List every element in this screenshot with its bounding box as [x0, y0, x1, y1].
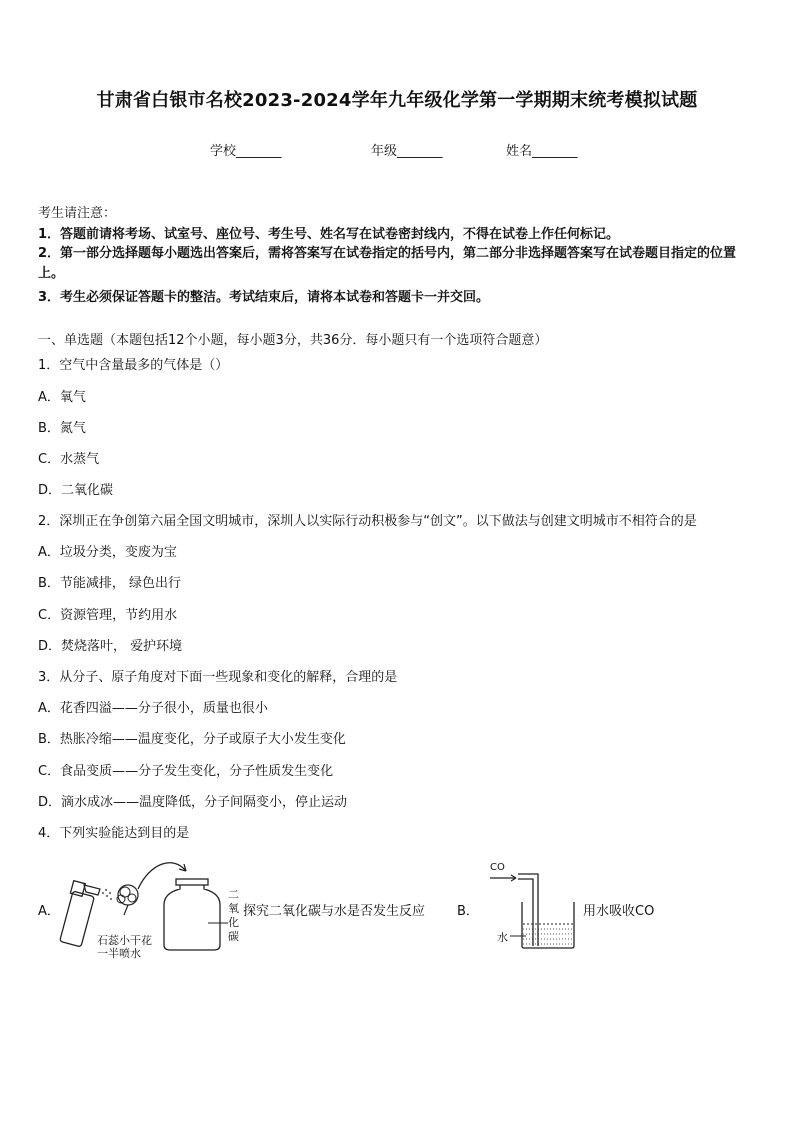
- section-heading: 一、单选题（本题包括12个小题，每小题3分，共36分．每小题只有一个选项符合题意）: [38, 333, 548, 348]
- page-title: 甘肃省白银市名校2023-2024学年九年级化学第一学期期末统考模拟试题: [96, 90, 698, 111]
- name-field: 姓名_______: [506, 144, 578, 159]
- question-2-option-d: D．焚烧落叶， 爱护环境: [38, 639, 183, 654]
- question-3-option-a: A．花香四溢——分子很小，质量也很小: [38, 701, 268, 716]
- flower-label-line-1: 石蕊小干花: [97, 934, 152, 947]
- question-4-option-a-caption: 探究二氧化碳与水是否发生反应: [243, 904, 426, 919]
- student-info-line: [0, 140, 794, 160]
- beaker-water-label: 水: [497, 931, 508, 944]
- co2-label-char-3: 化: [228, 916, 239, 929]
- question-4-option-b-caption: 用水吸收CO: [583, 904, 655, 919]
- notice-item-2: 2．第一部分选择题每小题选出答案后，需将答案写在试卷指定的括号内，第二部分非选择题答案写在试卷题目指定的位置上。: [38, 246, 737, 281]
- question-4-stem: 4．下列实验能达到目的是: [38, 826, 190, 841]
- question-1-option-c: C．水蒸气: [38, 452, 100, 467]
- co2-label-char-4: 碳: [228, 930, 239, 943]
- co2-label-char-1: 二: [228, 888, 239, 901]
- question-2-option-c: C．资源管理，节约用水: [38, 608, 178, 623]
- question-1-option-b: B．氮气: [38, 421, 86, 436]
- question-1-option-a: A．氧气: [38, 390, 86, 405]
- notice-heading: 考生请注意：: [38, 206, 117, 221]
- co2-label-char-2: 氧: [228, 902, 239, 915]
- question-2-stem: 2．深圳正在争创第六届全国文明城市，深圳人以实际行动积极参与“创文”。以下做法与创建文明城市不相符合的是: [38, 514, 697, 529]
- beaker-co-label: CO: [490, 862, 505, 873]
- question-1-option-d: D．二氧化碳: [38, 483, 114, 498]
- question-3-option-c: C．食品变质——分子发生变化，分子性质发生变化: [38, 764, 334, 779]
- notice-item-1: 1．答题前请将考场、试室号、座位号、考生号、姓名写在试卷密封线内，不得在试卷上作任何标记。: [38, 227, 620, 242]
- question-3-stem: 3．从分子、原子角度对下面一些现象和变化的解释，合理的是: [38, 670, 398, 685]
- grade-field: 年级_______: [371, 144, 443, 159]
- question-2-option-a: A．垃圾分类，变废为宝: [38, 545, 177, 560]
- question-2-option-b: B．节能减排， 绿色出行: [38, 576, 182, 591]
- question-1-stem: 1．空气中含量最多的气体是（）: [38, 358, 229, 373]
- flower-label-line-2: 一半喷水: [97, 947, 141, 960]
- question-3-option-d: D．滴水成冰——温度降低，分子间隔变小，停止运动: [38, 795, 348, 810]
- question-4-option-b-letter: B．: [457, 904, 479, 919]
- school-field: 学校_______: [210, 144, 282, 159]
- notice-item-3: 3．考生必须保证答题卡的整洁。考试结束后，请将本试卷和答题卡一并交回。: [38, 290, 490, 305]
- question-3-option-b: B．热胀冷缩——温度变化，分子或原子大小发生变化: [38, 732, 346, 747]
- question-4-option-a-letter: A．: [38, 904, 60, 919]
